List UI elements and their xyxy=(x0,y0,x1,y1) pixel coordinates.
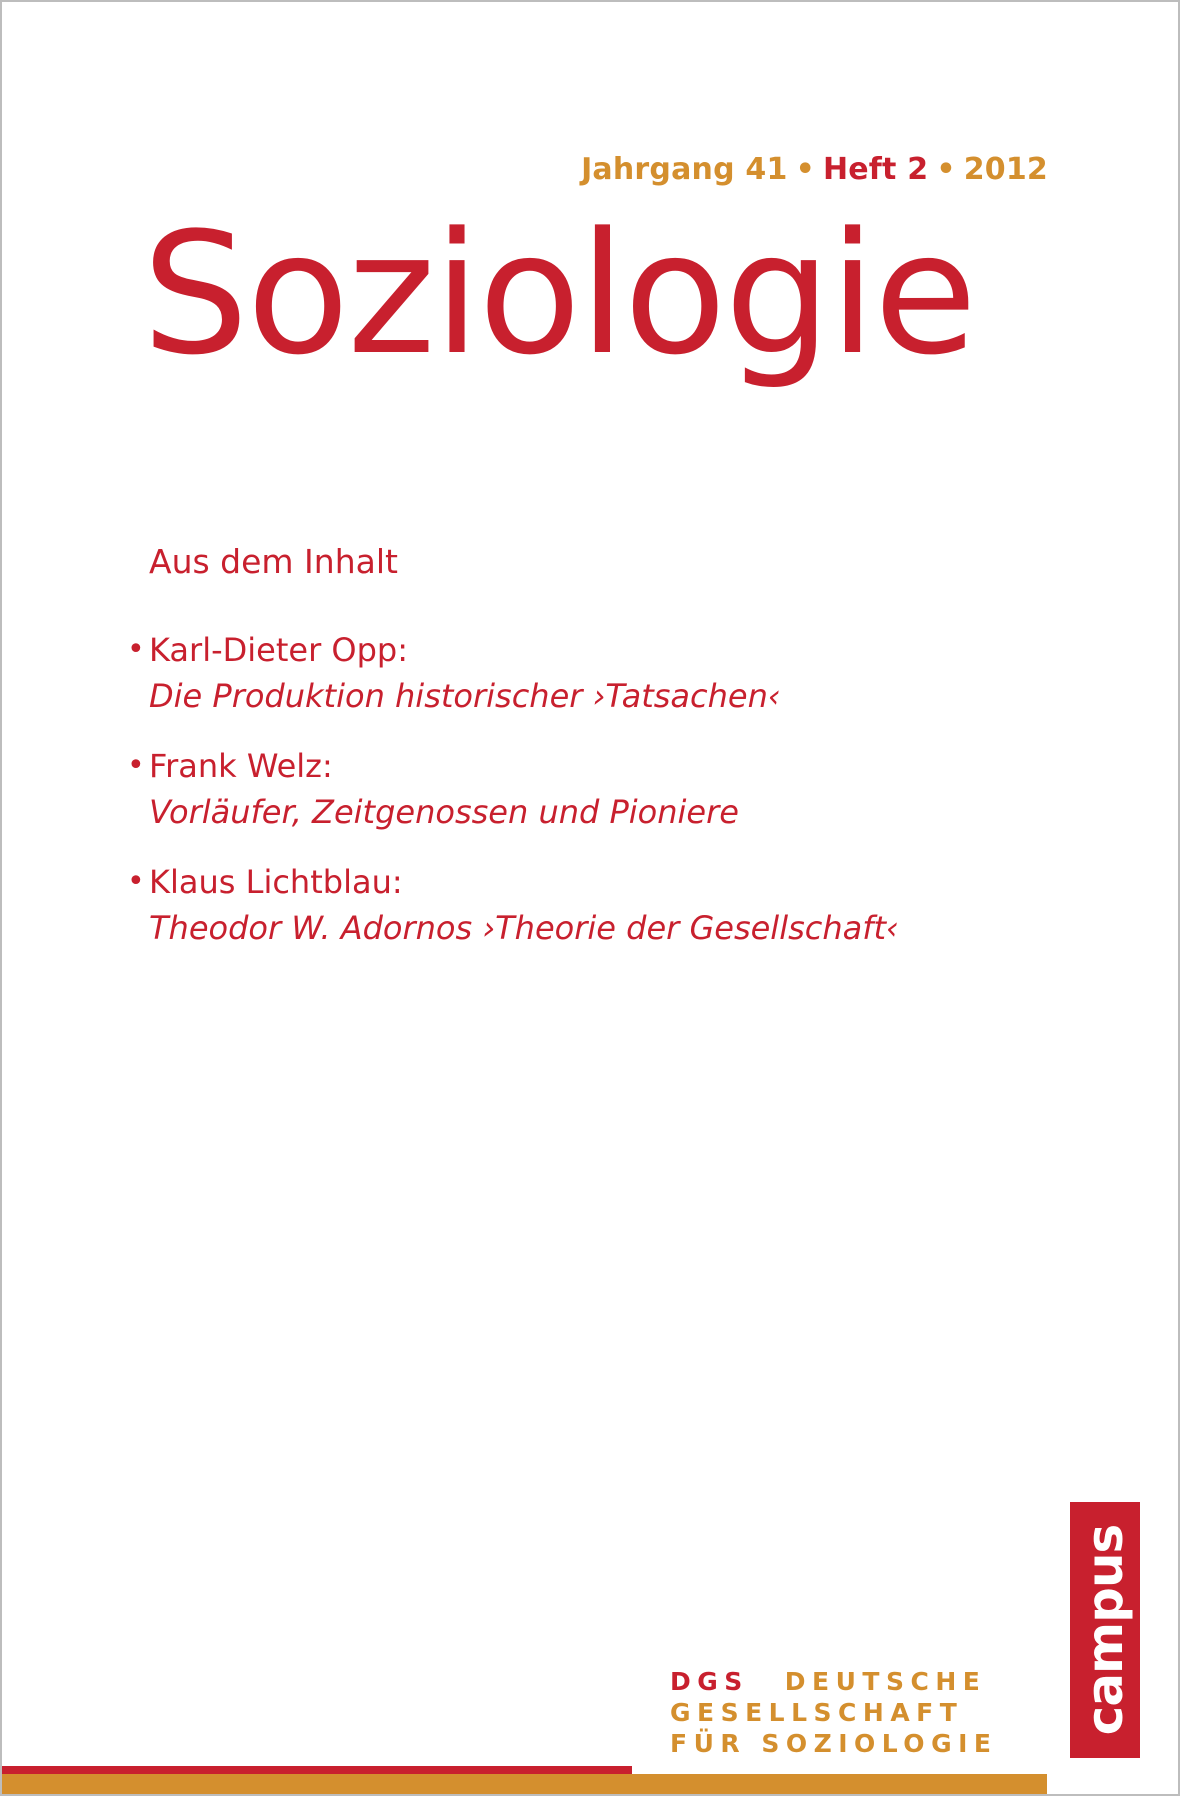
society-name-line2: GESELLSCHAFT xyxy=(670,1698,964,1727)
footer-gold-bar xyxy=(2,1774,1047,1794)
bullet-icon: • xyxy=(127,632,145,667)
toc-item xyxy=(127,859,1027,951)
issue-info xyxy=(581,152,1048,187)
toc-author: Karl-Dieter Opp: xyxy=(149,631,408,669)
issue-number: Heft 2 xyxy=(822,152,929,187)
issue-volume: Jahrgang 41 xyxy=(581,152,788,187)
journal-title: Soziologie xyxy=(142,196,976,392)
toc-item xyxy=(127,743,1027,835)
toc-author: Klaus Lichtblau: xyxy=(149,863,403,901)
toc-article-title: Die Produktion historischer ›Tatsachen‹ xyxy=(149,677,781,715)
society-line-1 xyxy=(670,1666,997,1697)
issue-year: 2012 xyxy=(963,152,1048,187)
bullet-icon: • xyxy=(127,748,145,783)
society-abbreviation: DGS xyxy=(670,1667,749,1696)
toc-article-title: Vorläufer, Zeitgenossen und Pioniere xyxy=(149,793,739,831)
bullet-icon: • xyxy=(127,864,145,899)
campus-logo-text: campus xyxy=(1076,1524,1134,1736)
society-logo xyxy=(670,1666,997,1759)
society-name-line3: FÜR SOZIOLOGIE xyxy=(670,1729,998,1758)
table-of-contents xyxy=(127,627,1027,975)
issue-separator: • xyxy=(936,152,956,187)
issue-separator: • xyxy=(795,152,815,187)
toc-item xyxy=(127,627,1027,719)
campus-logo xyxy=(1070,1502,1140,1758)
toc-author: Frank Welz: xyxy=(149,747,333,785)
society-name-line1: DEUTSCHE xyxy=(784,1667,987,1696)
toc-article-title: Theodor W. Adornos ›Theorie der Gesellschaft‹ xyxy=(149,909,899,947)
contents-heading: Aus dem Inhalt xyxy=(149,542,398,581)
footer-red-bar xyxy=(2,1766,632,1774)
